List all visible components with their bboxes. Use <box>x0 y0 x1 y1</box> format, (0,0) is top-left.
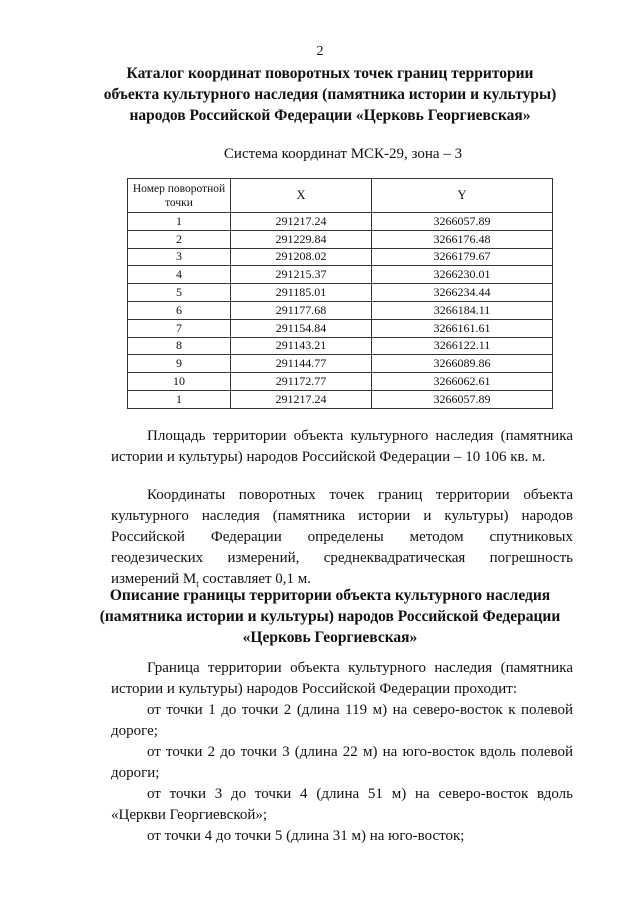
cell-y: 3266230.01 <box>372 266 553 284</box>
header-point-number-line1: Номер поворотной <box>132 182 226 195</box>
table-row <box>128 301 553 319</box>
catalog-title <box>80 63 580 126</box>
catalog-title-line: объекта культурного наследия (памятника истории и культуры) <box>103 86 557 103</box>
table-header-row <box>128 179 553 213</box>
coords-method-text-main: Координаты поворотных точек границ территории объекта культурного наследия (памятника истории и культуры) народов Российской Федерации определены методом спутниковых геодезических измерений, среднеквадратическая погрешность измерений M <box>111 487 573 587</box>
catalog-title-line: народов Российской Федерации «Церковь Георгиевская» <box>129 107 531 124</box>
table-row <box>128 355 553 373</box>
header-point-number-line2: точки <box>165 196 193 209</box>
description-title-line: (памятника истории и культуры) народов Российской Федерации <box>99 608 561 625</box>
cell-num: 5 <box>128 284 231 302</box>
description-title-line: «Церковь Георгиевская» <box>242 629 418 646</box>
coords-method-paragraph <box>111 485 573 595</box>
boundary-description <box>111 658 573 847</box>
header-x: X <box>231 179 372 213</box>
cell-y: 3266184.11 <box>372 301 553 319</box>
table-row <box>128 230 553 248</box>
cell-x: 291143.21 <box>231 337 372 355</box>
cell-num: 9 <box>128 355 231 373</box>
catalog-title-line: Каталог координат поворотных точек границ территории <box>126 65 534 82</box>
boundary-segment: от точки 3 до точки 4 (длина 51 м) на северо-восток вдоль «Церкви Георгиевской»; <box>111 786 573 823</box>
table-row <box>128 266 553 284</box>
boundary-segment: от точки 1 до точки 2 (длина 119 м) на северо-восток к полевой дороге; <box>111 702 573 739</box>
cell-x: 291177.68 <box>231 301 372 319</box>
table-row <box>128 213 553 231</box>
table-row <box>128 319 553 337</box>
cell-num: 4 <box>128 266 231 284</box>
cell-y: 3266057.89 <box>372 213 553 231</box>
coords-method-text-end: составляет 0,1 м. <box>198 571 312 587</box>
table-row <box>128 390 553 408</box>
area-text: Площадь территории объекта культурного наследия (памятника истории и культуры) народов Российской Федерации – 10 106 кв. м. <box>111 428 573 465</box>
cell-y: 3266176.48 <box>372 230 553 248</box>
table-body <box>128 213 553 409</box>
coordinates-table <box>127 178 553 409</box>
cell-num: 1 <box>128 213 231 231</box>
cell-y: 3266179.67 <box>372 248 553 266</box>
boundary-segment: от точки 2 до точки 3 (длина 22 м) на юго-восток вдоль полевой дороги; <box>111 744 573 781</box>
cell-x: 291208.02 <box>231 248 372 266</box>
cell-num: 10 <box>128 373 231 391</box>
cell-y: 3266062.61 <box>372 373 553 391</box>
header-y: Y <box>372 179 553 213</box>
cell-num: 7 <box>128 319 231 337</box>
cell-x: 291185.01 <box>231 284 372 302</box>
cell-x: 291229.84 <box>231 230 372 248</box>
cell-x: 291144.77 <box>231 355 372 373</box>
cell-num: 2 <box>128 230 231 248</box>
cell-x: 291217.24 <box>231 213 372 231</box>
description-intro: Граница территории объекта культурного наследия (памятника истории и культуры) народов Российской Федерации проходит: <box>111 660 573 697</box>
cell-x: 291154.84 <box>231 319 372 337</box>
description-title-line: Описание границы территории объекта культурного наследия <box>109 587 551 604</box>
cell-num: 6 <box>128 301 231 319</box>
cell-x: 291217.24 <box>231 390 372 408</box>
table-row <box>128 337 553 355</box>
coordinate-system-label: Система координат МСК-29, зона – 3 <box>223 146 463 162</box>
cell-y: 3266057.89 <box>372 390 553 408</box>
cell-num: 8 <box>128 337 231 355</box>
page-number: 2 <box>316 44 324 59</box>
area-paragraph <box>111 426 573 468</box>
table-row <box>128 284 553 302</box>
cell-y: 3266234.44 <box>372 284 553 302</box>
coords-method-text <box>111 485 573 595</box>
description-title <box>80 585 580 648</box>
header-point-number <box>128 179 231 213</box>
cell-num: 3 <box>128 248 231 266</box>
coords-method-subscript: t <box>196 579 199 589</box>
table-row <box>128 248 553 266</box>
cell-y: 3266089.86 <box>372 355 553 373</box>
boundary-segment: от точки 4 до точки 5 (длина 31 м) на юго-восток; <box>147 828 465 844</box>
table-row <box>128 373 553 391</box>
cell-x: 291172.77 <box>231 373 372 391</box>
cell-num: 1 <box>128 390 231 408</box>
cell-y: 3266161.61 <box>372 319 553 337</box>
cell-y: 3266122.11 <box>372 337 553 355</box>
cell-x: 291215.37 <box>231 266 372 284</box>
